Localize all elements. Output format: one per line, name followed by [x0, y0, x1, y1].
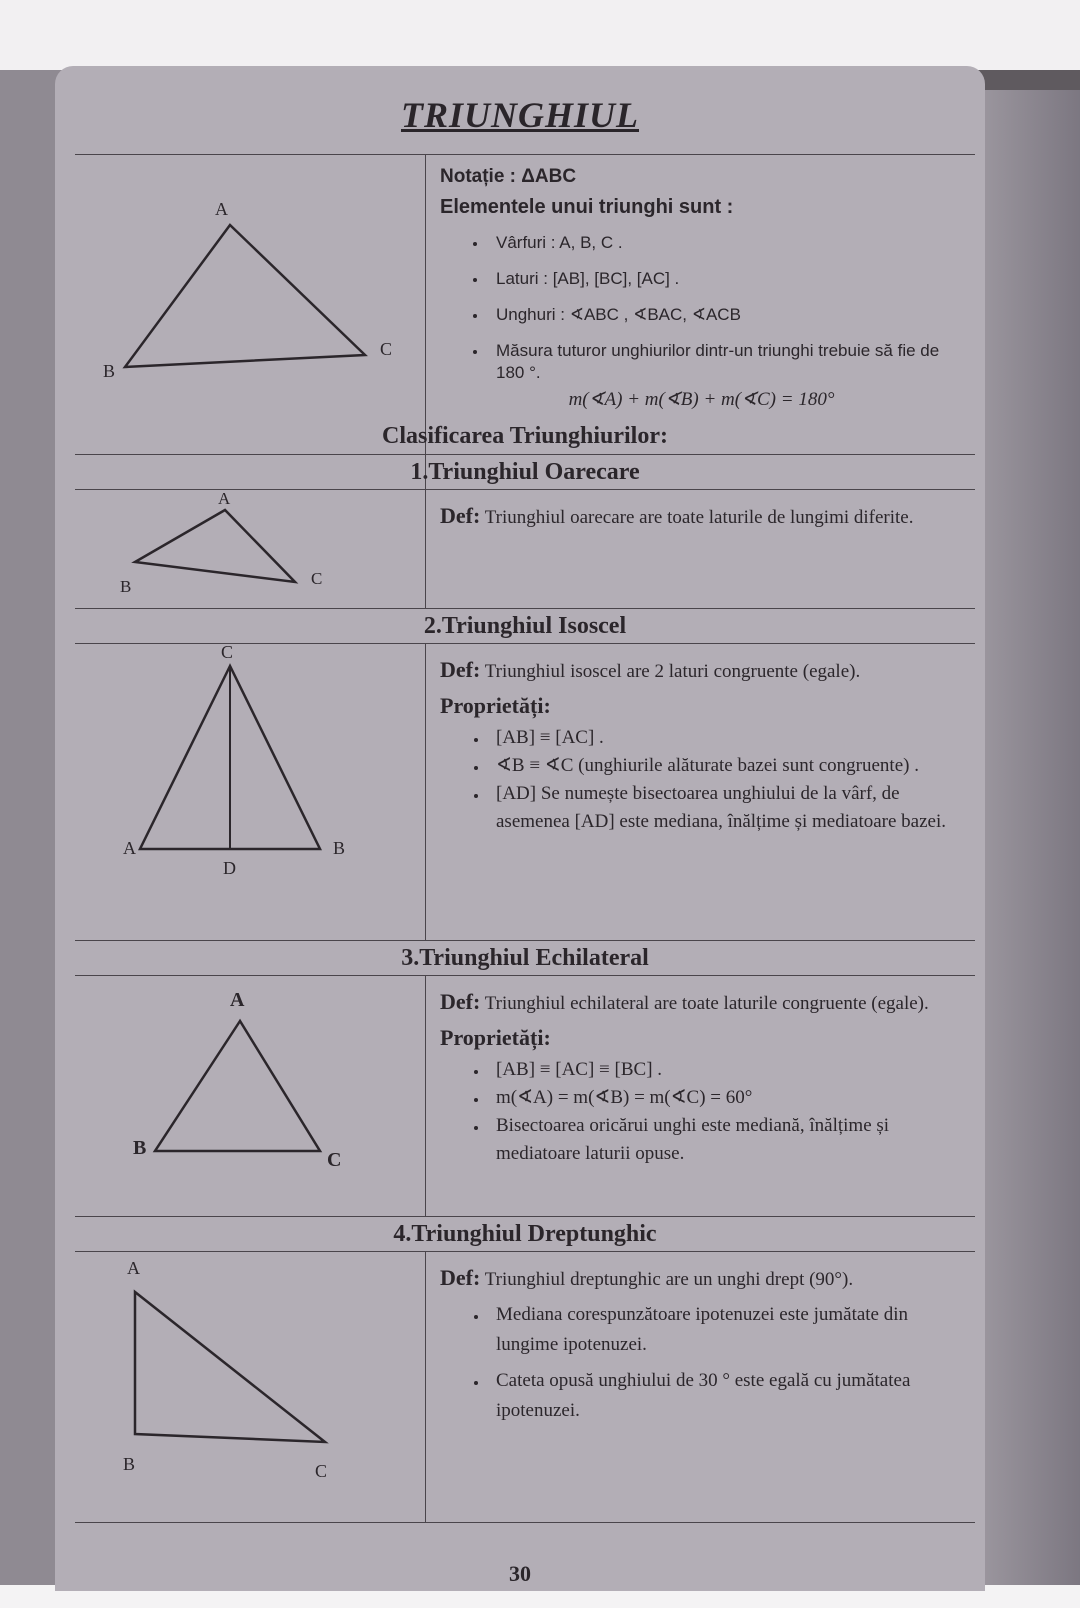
vertex-label-a: A: [127, 1258, 140, 1278]
vertex-label-a: A: [123, 838, 136, 858]
properties-label: Proprietăți:: [440, 693, 551, 718]
dreptunghic-text-cell: [425, 1252, 975, 1522]
echilateral-section: [75, 975, 975, 1216]
vertex-label-b: B: [120, 577, 132, 596]
isoscel-heading: 2.Triunghiul Isoscel: [75, 608, 975, 642]
list-item: • Măsura tuturor unghiurilor dintr-un triunghi trebuie să fie de 180 °.: [488, 340, 963, 384]
list-item: • ∢B ≡ ∢C (unghiurile alăturate bazei sunt congruente) .: [488, 752, 963, 780]
isosceles-triangle-figure: [75, 644, 425, 940]
echilateral-properties-list: [440, 1056, 963, 1168]
list-item: • Mediana corespunzătoare ipotenuzei este jumătate din lungime ipotenuzei.: [488, 1300, 963, 1360]
def-text: Triunghiul echilateral are toate laturile congruente (egale).: [484, 993, 929, 1014]
dreptunghic-heading: 4.Triunghiul Dreptunghic: [75, 1216, 975, 1250]
isoscel-text-cell: [425, 644, 975, 940]
def-label: Def:: [440, 1265, 481, 1290]
angle-sum-formula: m(∢A) + m(∢B) + m(∢C) = 180°: [568, 389, 835, 410]
classification-title: Clasificarea Triunghiurilor:: [382, 423, 668, 449]
echilateral-heading: 3.Triunghiul Echilateral: [75, 940, 975, 974]
vertex-label-b: B: [133, 1137, 147, 1159]
dreptunghic-section: [75, 1251, 975, 1523]
elements-title: Elementele unui triunghi sunt :: [440, 196, 734, 218]
backdrop-top: [0, 0, 1080, 70]
vertex-label-a: A: [218, 490, 231, 508]
scalene-triangle-figure: [75, 490, 425, 608]
list-item: • m(∢A) = m(∢B) = m(∢C) = 60°: [488, 1084, 963, 1112]
list-item: • [AB] ≡ [AC] ≡ [BC] .: [488, 1056, 963, 1084]
dreptunghic-properties-list: [440, 1300, 963, 1426]
oarecare-section: [75, 489, 975, 608]
def-label: Def:: [440, 657, 481, 682]
def-text: Triunghiul dreptunghic are un unghi drept (90°).: [484, 1269, 854, 1290]
vertex-label-c: C: [380, 339, 393, 359]
notebook-page: [55, 66, 985, 1591]
def-text: Triunghiul isoscel are 2 laturi congruente (egale).: [484, 661, 861, 682]
right-triangle-figure: [75, 1252, 425, 1522]
def-text: Triunghiul oarecare are toate laturile de lungimi diferite.: [484, 507, 914, 528]
vertex-label-c: C: [221, 644, 234, 662]
def-label: Def:: [440, 503, 481, 528]
list-item: • Vârfuri : A, B, C .: [488, 225, 963, 261]
isoscel-properties-list: [440, 724, 963, 836]
echilateral-figure-cell: [75, 976, 425, 1216]
page-title: TRIUNGHIUL: [400, 95, 639, 135]
vertex-label-c: C: [315, 1461, 328, 1481]
vertex-label-c: C: [311, 569, 323, 588]
oarecare-text-cell: [425, 490, 975, 608]
properties-label: Proprietăți:: [440, 1025, 551, 1050]
isoscel-figure-cell: [75, 644, 425, 940]
foot-label-d: D: [223, 858, 236, 878]
page-number: 30: [509, 1561, 531, 1586]
vertex-label-b: B: [123, 1454, 136, 1474]
vertex-label-b: B: [333, 838, 346, 858]
oarecare-figure-cell: [75, 490, 425, 608]
list-item: • Unghuri : ∢ABC , ∢BAC, ∢ACB: [488, 297, 963, 333]
list-item: • Bisectoarea oricărui unghi este mediană, înălțime și mediatoare laturii opuse.: [488, 1112, 963, 1168]
isoscel-section: [75, 643, 975, 940]
vertex-label-a: A: [230, 989, 245, 1011]
elements-list: [440, 225, 963, 384]
list-item: • [AB] ≡ [AC] .: [488, 724, 963, 752]
equilateral-triangle-figure: [75, 976, 425, 1216]
list-item: • Cateta opusă unghiului de 30 ° este egală cu jumătatea ipotenuzei.: [488, 1366, 963, 1426]
notation-text: Notație : ΔABC: [440, 166, 577, 187]
vertex-label-b: B: [103, 361, 116, 381]
vertex-label-a: A: [215, 199, 228, 219]
echilateral-text-cell: [425, 976, 975, 1216]
dreptunghic-figure-cell: [75, 1252, 425, 1522]
def-label: Def:: [440, 989, 481, 1014]
book-right-pages: [975, 90, 1080, 1585]
vertex-label-c: C: [327, 1149, 342, 1171]
oarecare-heading: 1.Triunghiul Oarecare: [75, 454, 975, 488]
list-item: • Laturi : [AB], [BC], [AC] .: [488, 261, 963, 297]
list-item: • [AD] Se numește bisectoarea unghiului de la vârf, de asemenea [AD] este mediana, înălțime și mediatoare bazei.: [488, 780, 963, 836]
